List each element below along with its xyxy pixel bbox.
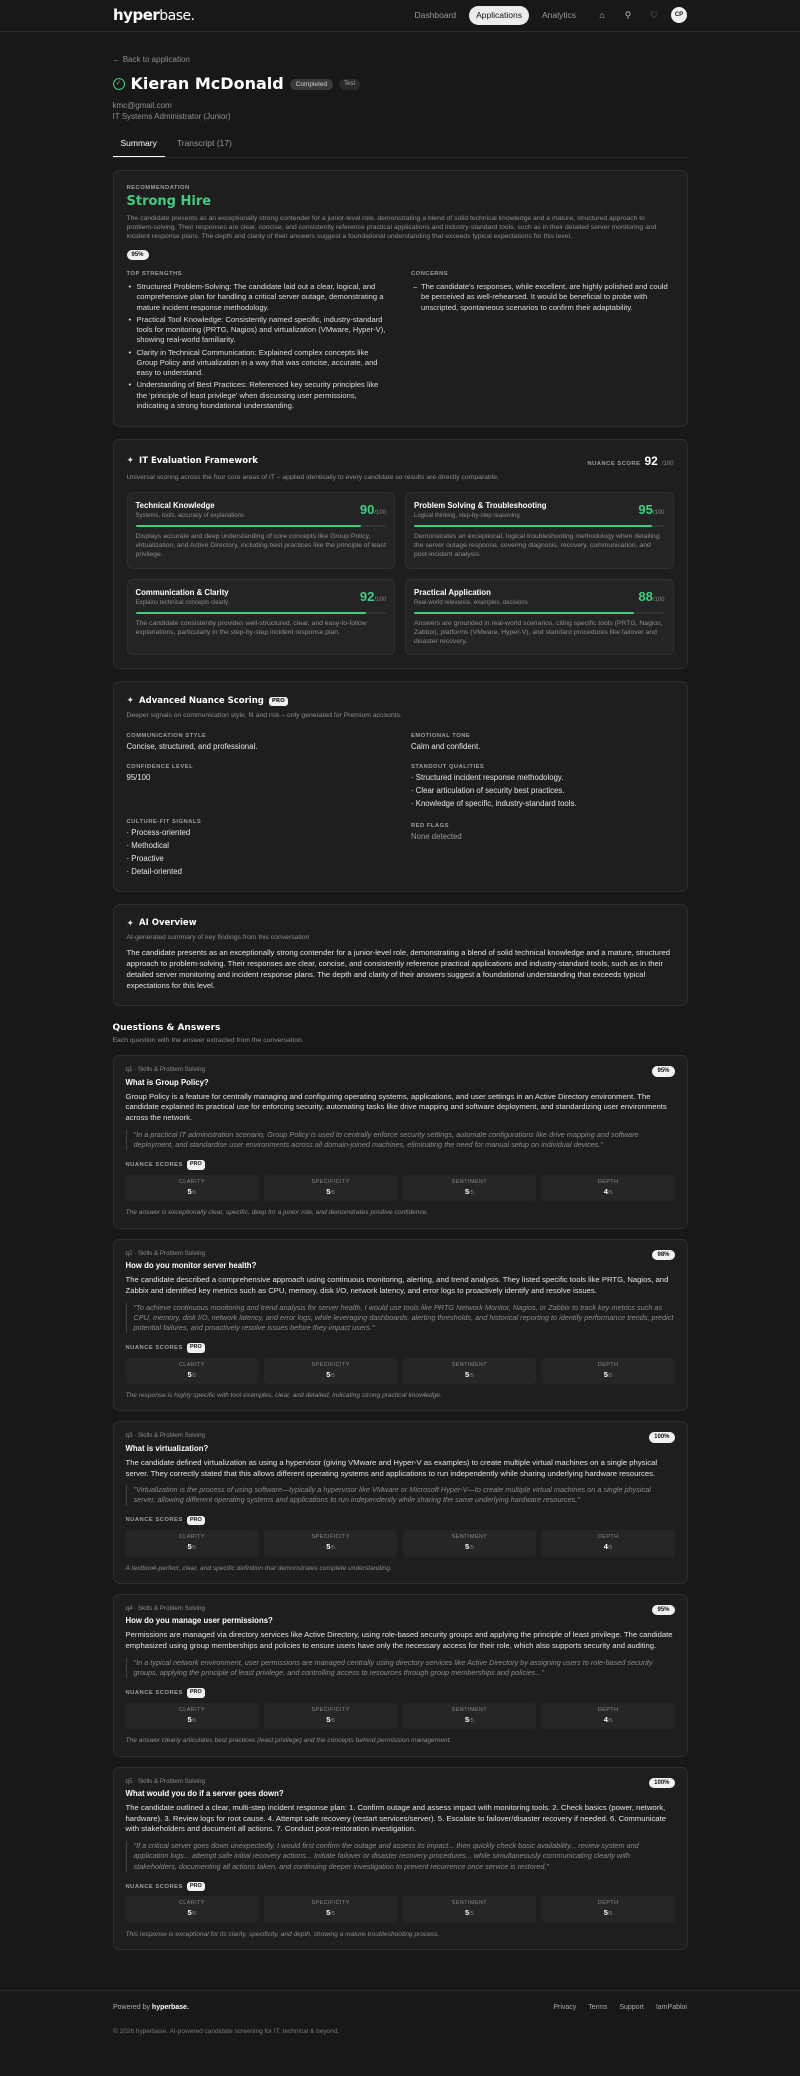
score-bar	[414, 612, 665, 614]
strengths-list	[127, 282, 390, 411]
qa-category: Skills & Problem Solving	[137, 1066, 205, 1074]
framework-item-title: Communication & Clarity	[135, 587, 229, 597]
nuance-grid	[126, 1175, 675, 1201]
nuance-grid	[126, 1530, 675, 1556]
advanced-desc: Deeper signals on communication style, fit and risk – only generated for Premium accounts.	[126, 711, 402, 719]
nuance-score: 5	[326, 1908, 331, 1918]
nuance-header	[126, 1343, 675, 1353]
nuance-score: 5	[464, 1908, 470, 1918]
nuance-dim: DEPTH	[597, 1900, 619, 1907]
qa-quote: "In a practical IT administration scenario, Group Policy is used to centrally enforce security settings, automate configurations like drive mapping and software deployment, and standardise user environments across all domain-joined machines, eliminating the need for manual setup on individual devices."	[126, 1130, 675, 1150]
qa-score: 100%	[649, 1432, 674, 1442]
nuance-value: 4/5	[603, 1186, 613, 1196]
strength-item: • Practical Tool Knowledge: Consistently named specific, industry-standard tools for monitoring (PRTG, Nagios) and virtualization (VMware, Hyper-V), showing real-world familiarity.	[127, 315, 390, 346]
nuance-box	[542, 1175, 675, 1201]
nuance-grid	[126, 1896, 675, 1922]
pro-badge: PRO	[187, 1882, 205, 1892]
nuance-dim: DEPTH	[597, 1534, 619, 1541]
framework-item-text: The candidate consistently provides well-structured, clear, and easy-to-follow explanations, particularly in the step-by-step incident response plan.	[135, 619, 367, 636]
qa-quote: "Virtualization is the process of using software—typically a hypervisor like VMware or Microsoft Hyper-V—to create multiple virtual machines on a single physical server, allowing different operating systems and applications to run independently while sharing the same underlying hardware resources."	[126, 1485, 675, 1505]
framework-card	[113, 439, 688, 669]
nuance-value: 5/5	[326, 1542, 335, 1552]
qa-meta: q5 · Skills & Problem Solving	[125, 1777, 205, 1785]
nuance-dim: CLARITY	[178, 1900, 205, 1907]
nuance-box	[126, 1358, 259, 1384]
nuance-score: 5	[464, 1714, 470, 1724]
overview-desc: AI-generated summary of key findings from this conversation	[126, 934, 310, 942]
nuance-score: 5	[326, 1542, 331, 1552]
strength-item: • Understanding of Best Practices: Referenced key security principles like the 'principle of least privilege' when discussing user permissions, indicating a strong foundational understanding.	[127, 380, 390, 411]
nuance-value: 4/5	[603, 1542, 613, 1552]
culture-item: · Proactive	[126, 853, 164, 863]
qa-title: Questions & Answers	[112, 1022, 221, 1033]
framework-item-sub: Logical thinking, step-by-step reasoning	[414, 513, 520, 520]
qa-card	[113, 1055, 688, 1228]
nuance-grid	[126, 1358, 675, 1384]
qa-number: q4	[125, 1604, 133, 1612]
nuance-dim: SPECIFICITY	[311, 1900, 350, 1907]
candidate-email: kmc@gmail.com	[112, 100, 172, 110]
qa-quote: "To achieve continuous monitoring and trend analysis for server health, I would use tools like PRTG Network Monitor, Nagios, or Zabbix to track key metrics such as CPU, memory, disk I/O, network latency, and error logs, while leveraging dashboards, alerting thresholds, and historical reporting to identify performance trends, predict potential failures, and proactively resolve issues before they impact users."	[126, 1303, 675, 1334]
nav-applications[interactable]: Applications	[469, 6, 529, 26]
score-bar	[136, 525, 387, 527]
nuance-value: 5/5	[187, 1369, 197, 1379]
culture-item: · Detail-oriented	[126, 866, 182, 876]
nuance-box	[264, 1896, 397, 1922]
qa-meta: q4 · Skills & Problem Solving	[125, 1604, 205, 1612]
nuance-dim: CLARITY	[178, 1534, 205, 1541]
framework-item-score-max: /100	[374, 596, 386, 603]
qa-card	[113, 1594, 688, 1757]
sparkle-icon: ✦	[126, 696, 135, 707]
framework-item-head	[414, 588, 665, 607]
overall-score: 95%	[127, 250, 149, 260]
nuance-value: 5/5	[464, 1714, 474, 1724]
nuance-value: 5/5	[326, 1908, 335, 1918]
footer	[0, 1990, 800, 2048]
qa-question: How do you monitor server health?	[125, 1261, 257, 1271]
qa-card	[113, 1239, 688, 1412]
nuance-score-label: NUANCE SCORE	[587, 461, 641, 468]
score-bar	[414, 525, 665, 527]
footer-logo[interactable]: hyperbase.	[151, 2004, 189, 2012]
test-badge: Test	[339, 79, 360, 89]
framework-item-text: Displays accurate and deep understanding of core concepts like Group Policy, virtualization, and Active Directory, including best practices like the principle of least privilege.	[135, 533, 386, 559]
nuance-value: 5/5	[326, 1714, 335, 1724]
nuance-label: NUANCE SCORES	[125, 1344, 183, 1351]
framework-item-score	[638, 501, 664, 519]
nuance-header	[126, 1882, 675, 1892]
nuance-dim: CLARITY	[178, 1706, 205, 1713]
nuance-score: 5	[187, 1542, 192, 1552]
qa-answer: The candidate outlined a clear, multi-step incident response plan: 1. Confirm outage and assess impact with monitoring tools. 2. Check basics (power, network, hardware). 3. Review logs for root cause. 4. Attempt safe recovery (restart services/server). 5. Escalate to failover/disaster recovery if needed. 6. Communicate with stakeholders and document all actions. 7. Conduct post-restoration investigation.	[125, 1802, 666, 1834]
standout-label: STANDOUT QUALITIES	[411, 763, 485, 770]
advanced-card	[113, 681, 688, 892]
qa-number: q3	[125, 1432, 133, 1440]
strength-item: • Structured Problem-Solving: The candidate laid out a clear, logical, and comprehensive plan for handling a critical server outage, demonstrating a mature incident response methodology.	[127, 282, 390, 313]
conf-value: 95/100	[126, 773, 151, 783]
nuance-value: 5/5	[464, 1369, 474, 1379]
overview-text: The candidate presents as an exceptionally strong contender for a junior-level role, demonstrating a blend of solid technical knowledge and a mature, structured approach to problem-solving. Their responses are clear, concise, and consistently reference practical applications and industry-standard tools, such as in their detailed server monitoring and incident response plans. The depth and clarity of their answers suggest a foundational understanding that exceeds typical expectations for this level.	[126, 948, 671, 990]
nuance-value: 5/5	[187, 1714, 197, 1724]
qa-answer: The candidate defined virtualization as using a hypervisor (giving VMware and Hyper-V as examples) to create multiple virtual machines on a single physical server. They correctly stated that this allows different operating systems and applications to run independently while sharing underlying hardware resources.	[125, 1457, 658, 1478]
framework-item-score-max: /100	[652, 510, 665, 517]
framework-item-score-value: 88	[638, 588, 653, 604]
framework-item-title: Practical Application	[414, 587, 491, 597]
nuance-box	[403, 1530, 536, 1556]
nuance-score: 5	[603, 1369, 608, 1379]
status-badge: Completed	[290, 79, 333, 90]
nuance-score-max: /100	[661, 461, 674, 468]
nuance-dim: DEPTH	[597, 1706, 619, 1713]
pro-badge: PRO	[269, 697, 288, 707]
nuance-header	[126, 1516, 675, 1526]
nuance-dim: SPECIFICITY	[311, 1179, 350, 1186]
qa-quote: "In a typical network environment, user permissions are managed centrally using directory services like Active Directory by assigning users to role-based security groups, applying the principle of least privilege, and controlling access to resources through group memberships and policies..."	[126, 1658, 675, 1678]
nuance-label: NUANCE SCORES	[125, 1162, 183, 1169]
framework-item	[127, 492, 396, 569]
qa-number: q5	[125, 1777, 133, 1785]
nuance-dim: DEPTH	[597, 1361, 619, 1368]
pro-badge: PRO	[187, 1160, 205, 1170]
footer-link-user[interactable]: IamPabloi	[655, 2004, 687, 2012]
qa-answer: Group Policy is a feature for centrally managing and configuring operating systems, applications, and user settings in an Active Directory environment. The candidate explained its practical use for enforcing security, automating tasks like drive mapping and software deployment, and standardizing user environments across the network.	[125, 1091, 667, 1123]
framework-item-text: Answers are grounded in real-world scenarios, citing specific tools (PRTG, Nagios, Zabbix), platforms (VMware, Hyper-V), and standard procedures like failover and disaster recovery.	[414, 619, 663, 645]
nuance-dim: DEPTH	[597, 1179, 619, 1186]
qa-score: 100%	[649, 1778, 674, 1788]
nuance-box	[542, 1703, 675, 1729]
nuance-box	[264, 1703, 397, 1729]
nuance-score: 5	[326, 1369, 331, 1379]
qa-note: This response is exceptional for its clarity, specificity, and depth, showing a mature troubleshooting process.	[125, 1930, 440, 1938]
nuance-value: 5/5	[326, 1369, 335, 1379]
tone-label: EMOTIONAL TONE	[411, 732, 471, 739]
qa-category: Skills & Problem Solving	[137, 1777, 205, 1785]
qa-card	[113, 1767, 688, 1951]
nuance-label: NUANCE SCORES	[125, 1690, 183, 1697]
framework-item-head	[414, 501, 665, 520]
culture-label: CULTURE-FIT SIGNALS	[126, 818, 202, 825]
concerns-label: CONCERNS	[411, 271, 449, 278]
nuance-value: 5/5	[603, 1369, 613, 1379]
qa-score: 95%	[652, 1066, 674, 1076]
strengths-label: TOP STRENGTHS	[126, 271, 183, 278]
copyright: © 2026 hyperbase. AI-powered candidate screening for IT, technical & beyond.	[113, 2027, 340, 2035]
search-icon[interactable]: ⚲	[624, 10, 632, 21]
framework-item	[405, 579, 674, 656]
nuance-box	[542, 1358, 675, 1384]
nuance-grid	[126, 1703, 675, 1729]
qa-desc: Each question with the answer extracted from the conversation.	[112, 1037, 304, 1045]
qa-answer: Permissions are managed via directory services like Active Directory, using role-based security groups and applying the principle of least privilege. The candidate emphasized using group memberships and policies to ensure users have only the necessary access for their role, which also supports security and auditing.	[125, 1630, 673, 1651]
qa-question: What is virtualization?	[125, 1443, 209, 1453]
framework-item-text: Demonstrates an exceptional, logical troubleshooting methodology when detailing the server outage response, covering diagnosis, recovery, communication, and post-incident analysis.	[414, 533, 660, 559]
back-link[interactable]: ← Back to application	[112, 55, 190, 64]
nuance-value: 5/5	[464, 1542, 474, 1552]
qa-category: Skills & Problem Solving	[137, 1604, 205, 1612]
score-bar-fill	[136, 525, 361, 527]
score-bar-fill	[136, 612, 366, 614]
qa-list	[113, 1055, 688, 1950]
tab-summary[interactable]: Summary	[113, 134, 165, 157]
nuance-box	[126, 1703, 259, 1729]
framework-item-score	[360, 501, 386, 519]
pro-badge: PRO	[187, 1343, 205, 1353]
nuance-value: 5/5	[464, 1186, 474, 1196]
framework-item-score	[638, 588, 664, 606]
nuance-dim: CLARITY	[178, 1361, 205, 1368]
score-bar-fill	[414, 612, 634, 614]
nuance-box	[403, 1896, 536, 1922]
nuance-value: 5/5	[326, 1186, 335, 1196]
qa-number: q2	[125, 1249, 133, 1257]
standout-item: · Knowledge of specific, industry-standard tools.	[411, 798, 577, 808]
candidate-role: IT Systems Administrator (Junior)	[112, 111, 231, 121]
nuance-score: 5	[326, 1714, 331, 1724]
qa-answer: The candidate described a comprehensive approach using continuous monitoring, alerting, and trend analysis. They listed specific tools like PRTG, Nagios, and Zabbix and identified key metrics such as CPU, memory, disk I/O, network latency, and error logs to proactively identify and resolve issues.	[125, 1274, 669, 1295]
nuance-dim: SPECIFICITY	[311, 1361, 350, 1368]
nuance-box	[542, 1530, 675, 1556]
qa-number: q1	[125, 1066, 133, 1074]
nuance-score: 5	[187, 1908, 192, 1918]
recommendation-text: The candidate presents as an exceptionally strong contender for a junior-level role, demonstrating a blend of solid technical knowledge and a mature, structured approach to problem-solving. Their responses are clear, concise, and consistently reference practical applications and industry-standard tools, such as in their detailed server monitoring and incident response plans. The depth and clarity of their answers suggest a foundational understanding that exceeds typical expectations for this level.	[126, 215, 657, 241]
flags-value: None detected	[411, 831, 462, 841]
nuance-label: NUANCE SCORES	[125, 1883, 183, 1890]
nuance-box	[403, 1358, 536, 1384]
logo[interactable]: hyperbase.	[113, 5, 195, 24]
framework-item-score-max: /100	[374, 510, 386, 517]
framework-desc: Universal scoring across the four core areas of IT – applied identically to every candidate so results are directly comparable.	[126, 473, 499, 481]
nuance-score: 5	[187, 1369, 192, 1379]
heart-icon[interactable]: ♡	[649, 10, 659, 21]
tab-bar	[113, 134, 688, 158]
home-icon[interactable]: ⌂	[599, 10, 605, 21]
qa-score: 98%	[652, 1250, 674, 1260]
framework-item-score	[360, 588, 386, 606]
nuance-box	[264, 1530, 397, 1556]
qa-category: Skills & Problem Solving	[137, 1249, 205, 1257]
nuance-score: 5	[464, 1369, 470, 1379]
flags-label: RED FLAGS	[411, 822, 449, 829]
comm-label: COMMUNICATION STYLE	[126, 732, 207, 739]
concerns-list	[411, 282, 674, 313]
nuance-dim: SENTIMENT	[451, 1179, 488, 1186]
overview-title: AI Overview	[139, 918, 197, 929]
framework-item-head	[136, 501, 387, 520]
nuance-score: 5	[187, 1186, 192, 1196]
score-bar	[136, 612, 387, 614]
framework-item-title: Problem Solving & Troubleshooting	[414, 501, 547, 511]
recommendation-label: RECOMMENDATION	[126, 184, 190, 191]
framework-item-sub: Systems, tools, accuracy of explanations	[135, 513, 244, 520]
nuance-score: 5	[603, 1908, 608, 1918]
nuance-value: 5/5	[187, 1908, 197, 1918]
check-circle-icon: ✓	[113, 78, 125, 90]
nuance-box	[264, 1175, 397, 1201]
nuance-dim: SENTIMENT	[451, 1361, 488, 1368]
nav-links	[408, 6, 687, 26]
sparkle-icon: ✦	[126, 456, 135, 467]
footer-link-terms[interactable]: Terms	[588, 2004, 608, 2012]
qa-note: The response is highly specific with tool examples, clear, and detailed, indicating strong practical knowledge.	[125, 1392, 442, 1400]
candidate-name: Kieran McDonald	[130, 74, 284, 94]
nuance-value: 5/5	[187, 1186, 197, 1196]
qa-quote: "If a critical server goes down unexpectedly, I would first confirm the outage and assess its impact... then quickly check basic availability... review system and application logs... attempt safe initial recovery actions... Initiate failover or disaster recovery procedures... while simultaneously communicating clearly with stakeholders, documenting all actions taken, and continuing deeper investigation to prevent recurrence once service is restored."	[126, 1841, 675, 1872]
qa-card	[113, 1421, 688, 1584]
framework-item-title: Technical Knowledge	[135, 501, 215, 511]
nuance-box	[403, 1703, 536, 1729]
framework-item	[405, 492, 674, 569]
culture-item: · Methodical	[126, 840, 169, 850]
score-bar-fill	[414, 525, 652, 527]
culture-item: · Process-oriented	[126, 828, 191, 838]
nuance-dim: SENTIMENT	[451, 1900, 488, 1907]
powered-by: Powered by	[113, 2004, 150, 2012]
top-nav	[0, 0, 800, 32]
nuance-value: 5/5	[603, 1908, 613, 1918]
nuance-box	[126, 1530, 259, 1556]
framework-item-score-value: 90	[359, 502, 375, 518]
sparkle-icon: ✦	[126, 918, 135, 929]
qa-meta: q3 · Skills & Problem Solving	[125, 1432, 205, 1440]
qa-meta: q2 · Skills & Problem Solving	[125, 1249, 205, 1257]
comm-value: Concise, structured, and professional.	[126, 742, 258, 752]
nuance-score: 4	[603, 1186, 608, 1196]
nuance-score: 4	[603, 1542, 608, 1552]
nuance-box	[542, 1896, 675, 1922]
pro-badge: PRO	[187, 1688, 205, 1698]
pro-badge: PRO	[187, 1516, 205, 1526]
framework-item-score-value: 92	[359, 588, 375, 604]
standout-item: · Clear articulation of security best practices.	[411, 785, 565, 795]
qa-score: 95%	[652, 1605, 674, 1615]
framework-grid	[127, 492, 674, 655]
framework-item-score-value: 95	[638, 502, 653, 518]
nuance-box	[126, 1896, 259, 1922]
framework-title: IT Evaluation Framework	[139, 455, 258, 466]
qa-note: A textbook-perfect, clear, and specific definition that demonstrates complete understanding.	[125, 1564, 392, 1572]
nuance-label: NUANCE SCORES	[125, 1517, 183, 1524]
nav-analytics[interactable]: Analytics	[541, 9, 576, 20]
nuance-header	[126, 1160, 675, 1170]
qa-meta: q1 · Skills & Problem Solving	[125, 1066, 205, 1074]
conf-label: CONFIDENCE LEVEL	[126, 763, 194, 770]
nuance-dim: SENTIMENT	[451, 1706, 488, 1713]
nuance-value: 4/5	[603, 1714, 613, 1724]
recommendation-card	[113, 170, 688, 427]
nuance-score: 5	[464, 1186, 470, 1196]
qa-question: What is Group Policy?	[125, 1077, 209, 1087]
qa-question: What would you do if a server goes down?	[125, 1788, 284, 1798]
footer-link-support[interactable]: Support	[619, 2004, 644, 2012]
qa-note: The answer is exceptionally clear, specific, deep for a junior role, and demonstrates positive confidence.	[125, 1209, 429, 1217]
standout-item: · Structured incident response methodology.	[411, 773, 564, 783]
nuance-score: 5	[464, 1542, 470, 1552]
qa-question: How do you manage user permissions?	[125, 1616, 273, 1626]
framework-item-score-max: /100	[652, 596, 665, 603]
nuance-box	[403, 1175, 536, 1201]
nuance-header	[126, 1688, 675, 1698]
nuance-value: 5/5	[187, 1542, 197, 1552]
concern-item: – The candidate's responses, while excellent, are highly polished and could be perceived as well-rehearsed. It would be beneficial to probe with unscripted, spontaneous scenarios to confirm their adaptability.	[411, 282, 674, 313]
tab-transcript[interactable]: Transcript (17)	[176, 137, 232, 148]
verdict: Strong Hire	[126, 193, 212, 209]
framework-item-head	[136, 588, 387, 607]
framework-item-sub: Explains technical concepts clearly	[135, 599, 229, 606]
strength-item: • Clarity in Technical Communication: Explained complex concepts like Group Policy and virtualization in a way that was concise, accurate, and easy to understand.	[127, 348, 390, 379]
nuance-dim: SPECIFICITY	[311, 1706, 350, 1713]
footer-link-privacy[interactable]: Privacy	[553, 2004, 577, 2012]
nuance-dim: SPECIFICITY	[311, 1534, 350, 1541]
nuance-box	[126, 1175, 259, 1201]
qa-category: Skills & Problem Solving	[137, 1432, 205, 1440]
framework-item	[127, 579, 396, 656]
advanced-title: Advanced Nuance Scoring	[139, 695, 264, 706]
nuance-dim: CLARITY	[178, 1179, 205, 1186]
nuance-dim: SENTIMENT	[451, 1534, 488, 1541]
nav-dashboard[interactable]: Dashboard	[414, 9, 457, 20]
nuance-score: 5	[326, 1186, 331, 1196]
avatar[interactable]: CP	[671, 7, 687, 23]
nuance-score: 5	[187, 1714, 192, 1724]
nuance-value: 5/5	[464, 1908, 474, 1918]
framework-item-sub: Real-world relevance, examples, decisions	[414, 599, 528, 606]
nuance-score: 92	[644, 454, 658, 469]
nuance-score: 4	[603, 1714, 608, 1724]
nuance-box	[264, 1358, 397, 1384]
qa-note: The answer clearly articulates best practices (least privilege) and the concepts behind permission management.	[125, 1737, 452, 1745]
overview-card	[113, 904, 688, 1006]
tone-value: Calm and confident.	[411, 742, 481, 752]
